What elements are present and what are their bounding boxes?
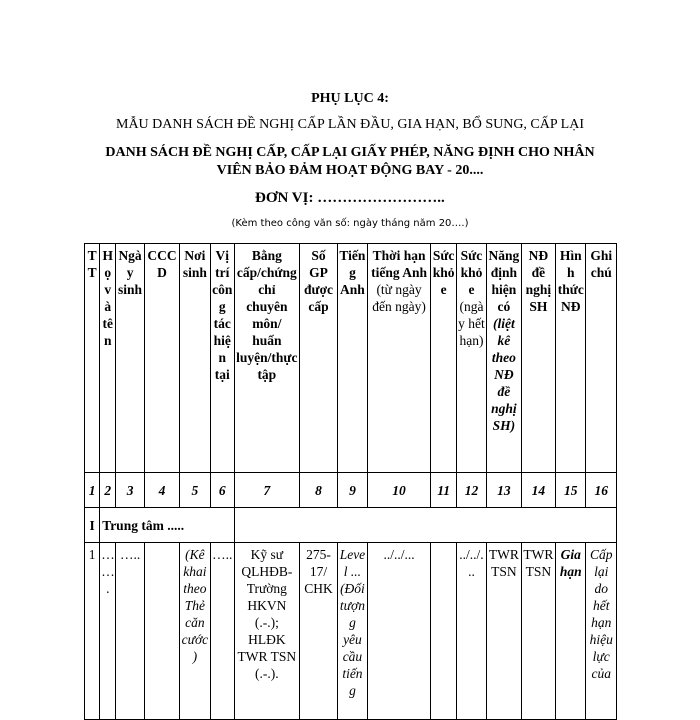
cell-english: Level ... (Đối tượng yêu cầu tiếng [338, 543, 367, 720]
table-row [85, 543, 617, 720]
column-number: 1 [85, 473, 100, 508]
header-health-validity-note: (ngày hết hạn) [458, 299, 485, 348]
header-dob: Ngày sinh [116, 244, 144, 473]
header-place-of-birth: Nơi sinh [180, 244, 210, 473]
header-health: Sức khỏe [431, 244, 456, 473]
section-empty [234, 508, 616, 543]
header-english: Tiếng Anh [338, 244, 367, 473]
column-number: 16 [586, 473, 617, 508]
section-label: Trung tâm ..... [100, 508, 235, 543]
header-license-number: Số GP được cấp [299, 244, 338, 473]
header-rating-current [487, 244, 521, 473]
cell-name: ……. [100, 543, 116, 720]
column-number: 11 [431, 473, 456, 508]
header-notes: Ghi chú [586, 244, 617, 473]
column-number: 15 [556, 473, 586, 508]
column-number: 12 [456, 473, 486, 508]
document-title-line-1: DANH SÁCH ĐỀ NGHỊ CẤP, CẤP LẠI GIẤY PHÉP, NĂNG ĐỊNH CHO NHÂN [105, 145, 595, 160]
document-title-line-2: VIÊN BẢO ĐẢM HOẠT ĐỘNG BAY - 20.... [216, 163, 484, 178]
cell-health-validity: ../../... [456, 543, 486, 720]
column-number: 5 [180, 473, 210, 508]
column-number: 3 [116, 473, 144, 508]
personnel-table [84, 243, 617, 720]
column-number: 13 [487, 473, 521, 508]
header-position: Vị trí công tác hiện tại [210, 244, 234, 473]
header-english-validity [367, 244, 431, 473]
header-rating-current-main: Năng định hiện có [488, 248, 520, 314]
header-form: Hình thức NĐ [556, 244, 586, 473]
cell-dob: ….. [116, 543, 144, 720]
appendix-label: PHỤ LỤC 4: [311, 91, 389, 106]
column-number: 7 [234, 473, 299, 508]
header-health-validity-main: Sức khỏe [460, 248, 483, 297]
cell-license-number: 275-17/ CHK [299, 543, 338, 720]
header-degree: Bằng cấp/chứng chỉ chuyên môn/ huấn luyện/thực tập [234, 244, 299, 473]
header-rating-current-note: (liệt kê theo NĐ đề nghị SH) [491, 316, 517, 433]
attachment-note: (Kèm theo công văn số: ngày tháng năm 20….) [231, 218, 469, 229]
column-number: 2 [100, 473, 116, 508]
section-row [85, 508, 617, 543]
cell-english-validity: ../../... [367, 543, 431, 720]
column-number-row [85, 473, 617, 508]
column-number: 6 [210, 473, 234, 508]
column-number: 8 [299, 473, 338, 508]
header-tt: TT [85, 244, 100, 473]
cell-rating-requested: TWR TSN [521, 543, 555, 720]
column-number: 9 [338, 473, 367, 508]
header-rating-requested: NĐ đề nghị SH [521, 244, 555, 473]
cell-cccd [144, 543, 179, 720]
cell-notes: Cấp lại do hết hạn hiệu lực của [586, 543, 617, 720]
cell-form: Gia hạn [556, 543, 586, 720]
column-number: 4 [144, 473, 179, 508]
cell-position: ….. [210, 543, 234, 720]
cell-degree: Kỹ sư QLHĐB-Trường HKVN (.-.); HLĐK TWR TSN (.-.). [234, 543, 299, 720]
cell-place-of-birth: (Kê khai theo Thẻ căn cước) [180, 543, 210, 720]
header-row [85, 244, 617, 473]
header-health-validity [456, 244, 486, 473]
column-number: 14 [521, 473, 555, 508]
header-name: Họ và tên [100, 244, 116, 473]
unit-field: ĐƠN VỊ: …………………….. [255, 190, 445, 206]
cell-rating-current: TWR TSN [487, 543, 521, 720]
cell-health [431, 543, 456, 720]
section-roman: I [85, 508, 100, 543]
header-cccd: CCCD [144, 244, 179, 473]
cell-tt: 1 [85, 543, 100, 720]
header-english-validity-note: (từ ngày đến ngày) [372, 282, 426, 314]
column-number: 10 [367, 473, 431, 508]
header-english-validity-main: Thời hạn tiếng Anh [371, 248, 427, 280]
form-subtitle: MẪU DANH SÁCH ĐỀ NGHỊ CẤP LẦN ĐẦU, GIA HẠN, BỔ SUNG, CẤP LẠI [116, 117, 584, 132]
